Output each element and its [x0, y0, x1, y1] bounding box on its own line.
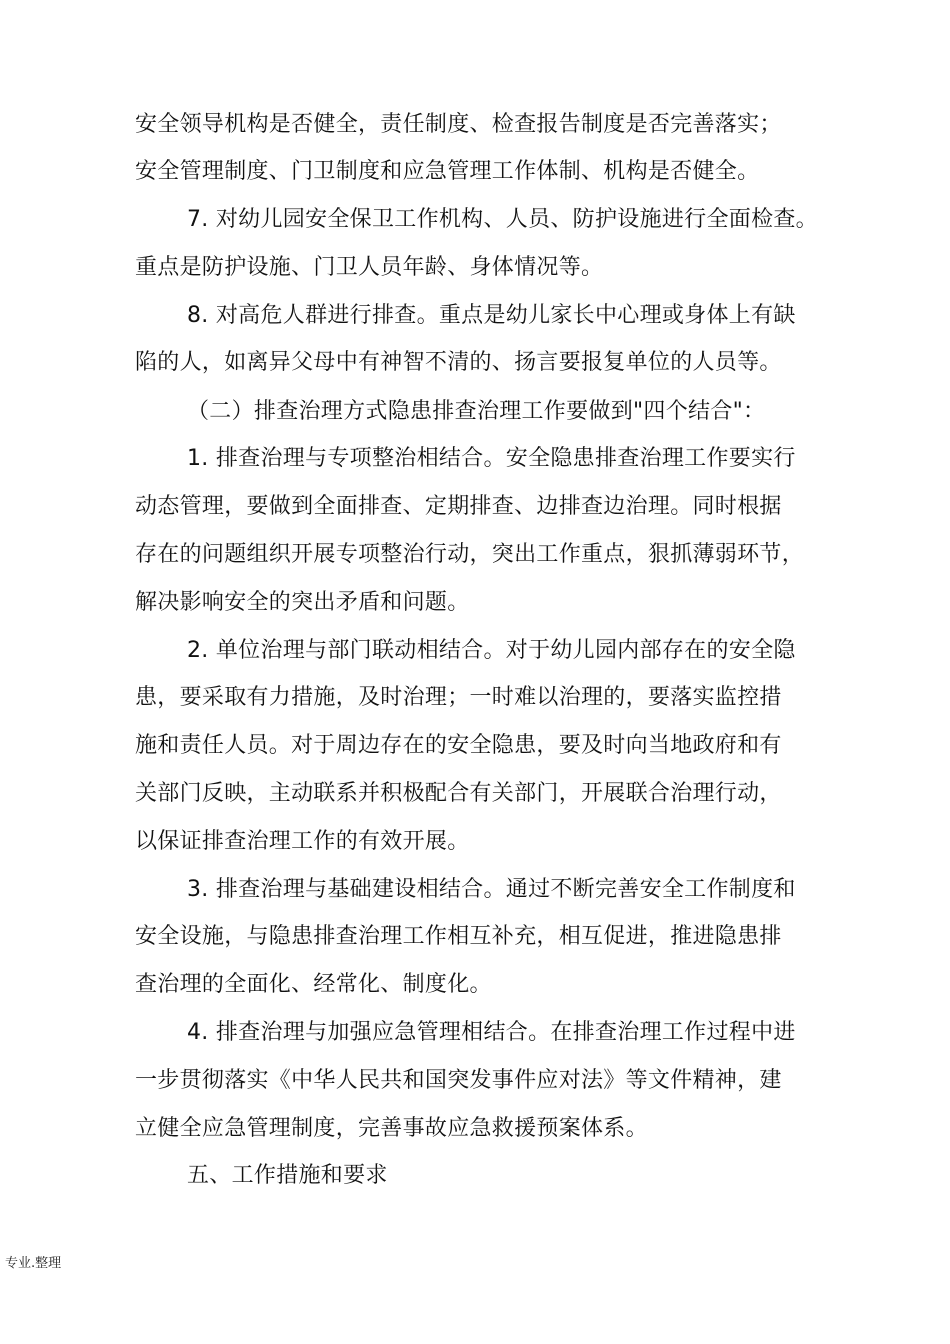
text-line-5: 8. 对高危人群进行排查。重点是幼儿家长中心理或身体上有缺	[187, 303, 796, 328]
text-line-19: 查治理的全面化、经常化、制度化。	[135, 972, 492, 997]
text-line-18: 安全设施，与隐患排查治理工作相互补充，相互促进，推进隐患排	[135, 924, 782, 949]
text-line-11: 解决影响安全的突出矛盾和问题。	[135, 590, 470, 615]
text-line-14: 施和责任人员。对于周边存在的安全隐患，要及时向当地政府和有	[135, 733, 782, 758]
text-line-22: 立健全应急管理制度，完善事故应急救援预案体系。	[135, 1116, 648, 1141]
text-line-8: 1. 排查治理与专项整治相结合。安全隐患排查治理工作要实行	[187, 446, 796, 471]
text-line-2: 安全管理制度、门卫制度和应急管理工作体制、机构是否健全。	[135, 159, 760, 184]
text-line-15: 关部门反映，主动联系并积极配合有关部门，开展联合治理行动，	[135, 781, 782, 806]
text-line-13: 患，要采取有力措施，及时治理；一时难以治理的，要落实监控措	[135, 685, 782, 710]
section-heading-5: 五、工作措施和要求	[187, 1163, 388, 1188]
text-line-3: 7. 对幼儿园安全保卫工作机构、人员、防护设施进行全面检查。	[187, 207, 818, 232]
page-footer: 专业.整理	[5, 1256, 62, 1271]
text-line-1: 安全领导机构是否健全，责任制度、检查报告制度是否完善落实；	[135, 112, 782, 137]
text-line-6: 陷的人，如离异父母中有神智不清的、扬言要报复单位的人员等。	[135, 350, 782, 375]
text-line-12: 2. 单位治理与部门联动相结合。对于幼儿园内部存在的安全隐	[187, 638, 796, 663]
text-line-21: 一步贯彻落实《中华人民共和国突发事件应对法》等文件精神，建	[135, 1068, 782, 1093]
section-heading-2: （二）排查治理方式隐患排查治理工作要做到"四个结合"：	[187, 399, 766, 424]
text-line-9: 动态管理，要做到全面排查、定期排查、边排查边治理。同时根据	[135, 494, 782, 519]
text-line-4: 重点是防护设施、门卫人员年龄、身体情况等。	[135, 255, 604, 280]
text-line-16: 以保证排查治理工作的有效开展。	[135, 829, 470, 854]
text-line-20: 4. 排查治理与加强应急管理相结合。在排查治理工作过程中进	[187, 1020, 796, 1045]
text-line-10: 存在的问题组织开展专项整治行动，突出工作重点，狠抓薄弱环节，	[135, 542, 805, 567]
text-line-17: 3. 排查治理与基础建设相结合。通过不断完善安全工作制度和	[187, 877, 796, 902]
